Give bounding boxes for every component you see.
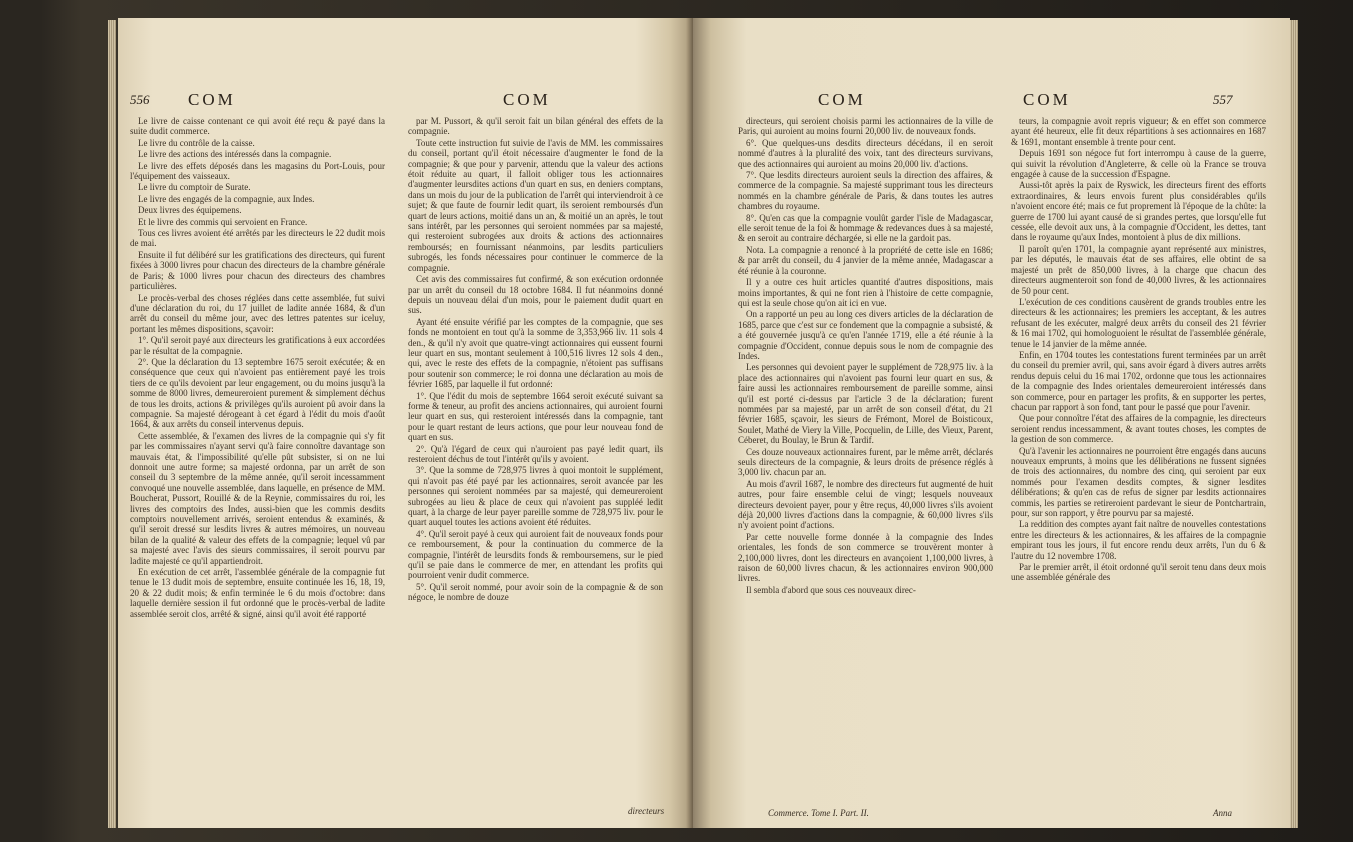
page-edges-left: [108, 20, 116, 828]
paragraph: Cet avis des commissaires fut confirmé, & son exécution ordonnée par un arrêt du conseil du 18 octobre 1684. Il fut néanmoins donné depuis un nouveau délai d'un mois, pour le paiement dudit quart en sus.: [408, 274, 663, 316]
paragraph: Et le livre des commis qui servoient en France.: [138, 216, 308, 227]
paragraph: 8°. Qu'en cas que la compagnie voulût garder l'isle de Madagascar, elle seroit tenue de la foi & hommage & redevances dues à sa majesté, & en seroit au contraire déchargée, si elle ne la gardoit pas.: [738, 212, 993, 244]
catchword-right: Anna: [1213, 808, 1232, 818]
paragraph: Deux livres des équipemens.: [138, 205, 242, 216]
paragraph: Le livre de caisse contenant ce qui avoit été reçu & payé dans la suite dudit commerce.: [130, 116, 385, 137]
paragraph: 7°. Que lesdits directeurs auroient seuls la direction des affaires, & commerce de la compagnie. Sa majesté supprimant tous les directeurs nommés en la chambre générale de Paris, & dans toutes les autres chambres du royaume.: [738, 170, 993, 212]
paragraph: On a rapporté un peu au long ces divers articles de la déclaration de 1685, parce que c'est sur ce fondement que la compagnie a subsisté, & a été gouvernée jusqu'à ce qu'en l'année 1719, elle a été réunie à la compagnie d'Occident, connue depuis sous le nom de compagnie des Indes.: [738, 309, 993, 361]
paragraph: teurs, la compagnie avoit repris vigueur; & en effet son commerce ayant été heureux, elle fit deux répartitions à ses actionnaires en 1687 & 1691, montant ensemble à trente pour cent.: [1011, 116, 1266, 147]
paragraph: Tous ces livres avoient été arrêtés par les directeurs le 22 dudit mois de mai.: [130, 228, 385, 249]
left-page-column-2: [408, 116, 663, 604]
catchword-left: directeurs: [628, 806, 665, 816]
paragraph: Au mois d'avril 1687, le nombre des directeurs fut augmenté de huit autres, pour faire ensemble celui de vingt; lesquels nouveaux directeurs devoient payer, pour y être reçus, 40,000 livres s'ils avoient déjà 20,000 livres d'actions dans la compagnie, & 60,000 livres s'ils n'y avoient point d'actions.: [738, 478, 993, 531]
right-page-column-1: [738, 116, 993, 596]
paragraph: Il y a outre ces huit articles quantité d'autres dispositions, mais moins importantes, & qui ne font rien à l'histoire de cette compagnie, qui est la seule chose qu'on ait ici en vue.: [738, 277, 993, 308]
paragraph: Le livre du contrôle de la caisse.: [138, 137, 255, 148]
paragraph: Ces douze nouveaux actionnaires furent, par le même arrêt, déclarés seuls directeurs de la compagnie, & leurs droits de présence réglés à 3,000 liv. chacun par an.: [738, 446, 993, 478]
paragraph: 2°. Qu'à l'égard de ceux qui n'auroient pas payé ledit quart, ils resteroient déchus de tout l'intérêt qu'ils y avoient.: [408, 443, 663, 464]
paragraph: Cette assemblée, & l'examen des livres de la compagnie qui s'y fit par les commissaires n'ayant servi qu'à faire connoître davantage son mauvais état, & l'impossibilité qu'elle pût subsister, si on ne lui donnoit une autre forme; sa majesté ordonna, par un arrêt de son conseil du 3 septembre de la même année, qu'il seroit incessamment convoqué une nouvelle assemblée, dans laquelle, en présence de MM. Boucherat, Pussort, Rouillé & de la Reynie, commissaires du roi, les livres des comptoirs des Indes, aussi-bien que les commis desdits comptoirs nouvellement arrivés, seroient entendus & examinés, & qu'il seroit dressé sur lesdits livres & autres mémoires, un nouveau bilan de la qualité & valeur des effets de la compagnie; lequel vû par sa majesté avec l'avis des sieurs commissaires, il seroit pourvu par ladite majesté ce qu'il appartiendroit.: [130, 430, 385, 566]
paragraph: Le livre des actions des intéressés dans la compagnie.: [138, 149, 332, 160]
paragraph: Par le premier arrêt, il étoit ordonné qu'il seroit tenu dans deux mois une assemblée générale des: [1011, 562, 1266, 583]
running-head-left-2: COM: [503, 90, 551, 109]
paragraph: Depuis 1691 son négoce fut fort interrompu à cause de la guerre, qui suivit la révolution d'Angleterre, & celle où la France se trouva engagée à cause de la succession d'Espagne.: [1011, 148, 1266, 180]
signature-mark: Commerce. Tome I. Part. II.: [768, 808, 869, 818]
paragraph: Aussi-tôt après la paix de Ryswick, les directeurs firent des efforts extraordinaires, & leurs envois furent plus considérables qu'ils n'avoient encore été; mais ce fut proprement là l'époque de la chûte: la guerre de 1700 lui ayant causé de si grandes pertes, que lorsqu'elle fut cessée, elle devoit aux uns, à la compagnie d'Occident, les dettes, tant dans le royaume qu'aux Indes, montoient à plus de dix millions.: [1011, 180, 1266, 243]
page-number-right: 557: [1213, 92, 1233, 107]
paragraph: Il sembla d'abord que sous ces nouveaux direc-: [746, 584, 916, 595]
left-page: [118, 18, 693, 828]
running-head-left-1: COM: [188, 90, 236, 109]
paragraph: 3°. Que la somme de 728,975 livres à quoi montoit le supplément, qui n'avoit pas été payé par les actionnaires, seroit avancée par les personnes qui seroient nommées par sa majesté, qui demeureroient subrogées au lieu & place de ceux qui n'avoient pas suppléé ledit quart, à la charge de leur payer pareille somme de 728,975 liv. pour le quart auquel toutes les actions avoient été réduites.: [408, 465, 663, 528]
paragraph: Le livre du comptoir de Surate.: [138, 182, 251, 193]
paragraph: 6°. Que quelques-uns desdits directeurs décédans, il en seroit nommé d'autres à la pluralité des voix, tant des directeurs survivans, que des actionnaires qui auroient au moins 20,000 liv. d'actions.: [738, 137, 993, 169]
paragraph: L'exécution de ces conditions causèrent de grands troubles entre les directeurs & les actionnaires; les premiers les acceptant, & les autres refusant de les exécuter, malgré deux arrêts du conseil des 21 février & 16 mai 1702, qui homologuoient le résultat de l'assemblée générale, tenue le 14 janvier de la même année.: [1011, 296, 1266, 349]
running-head-right-2: COM: [1023, 90, 1071, 109]
paragraph: Le procès-verbal des choses réglées dans cette assemblée, fut suivi d'une déclaration du roi, du 17 juillet de ladite année 1684, & d'un arrêt du conseil du même jour, avec des lettres patentes sur iceluy, portant les mêmes dispositions, sçavoir:: [130, 292, 385, 334]
right-page-column-2: [1011, 116, 1266, 584]
paragraph: Nota. La compagnie a renoncé à la propriété de cette isle en 1686; & par arrêt du conseil, du 4 janvier de la même année, Madagascar a été réunie à la couronne.: [738, 244, 993, 276]
paragraph: 1°. Qu'il seroit payé aux directeurs les gratifications à eux accordées par le résultat de la compagnie.: [130, 335, 385, 356]
page-number-left: 556: [130, 92, 150, 107]
paragraph: En exécution de cet arrêt, l'assemblée générale de la compagnie fut tenue le 13 dudit mois de septembre, ensuite continuée les 16, 18, 19, 20 & 22 dudit mois; & enfin terminée le 6 du mois d'octobre: dans laquelle dernière session il fut ordonné que le procès-verbal de ladite assemblée seroit clos, arrêté & signé, ainsi qu'il avoit été rapporté: [130, 567, 385, 619]
paragraph: directeurs, qui seroient choisis parmi les actionnaires de la ville de Paris, qui auroient au moins fourni 20,000 liv. de nouveaux fonds.: [738, 116, 993, 137]
paragraph: 5°. Qu'il seroit nommé, pour avoir soin de la compagnie & de son négoce, le nombre de douze: [408, 581, 663, 603]
running-head-right-1: COM: [818, 90, 866, 109]
paragraph: Ensuite il fut délibéré sur les gratifications des directeurs, qui furent fixées à 3000 livres pour chacun des directeurs de la chambre générale de Paris; & 1000 livres pour chacun des directeurs des chambres particulières.: [130, 249, 385, 292]
paragraph: Toute cette instruction fut suivie de l'avis de MM. les commissaires du conseil, portant qu'il étoit nécessaire d'augmenter le fond de la compagnie; & que pour y parvenir, attendu que la valeur des actions étoit réduite au quart, il falloit obliger tous les actionnaires d'augmenter leursdites actions d'un quart en sus, en deniers comptans, dans un mois du jour de la publication de l'arrêt qui interviendroit à ce sujet; & que faute de fournir ledit quart, ils seroient remboursés d'un quart de leurs actions, moitié dans un an, & moitié un an après, le tout sans intérêt, par les personnes qui seroient nommées par sa majesté, qui resteroient subrogées aux droits & actions des actionnaires remboursés; en fournissant néanmoins, par lesdits particuliers subrogés, les fonds nécessaires pour continuer le commerce de la compagnie.: [408, 137, 663, 273]
paragraph: Le livre des effets déposés dans les magasins du Port-Louis, pour l'équipement des vaisseaux.: [130, 160, 385, 182]
paragraph: 4°. Qu'il seroit payé à ceux qui auroient fait de nouveaux fonds pour ce remboursement, & pour la continuation du commerce de la compagnie, l'intérêt de leursdits fonds & remboursemens, sur le pied qu'il se paie dans le commerce de mer, en attendant les profits qui pourroient venir dudit commerce.: [408, 528, 663, 581]
paragraph: Les personnes qui devoient payer le supplément de 728,975 liv. à la place des actionnaires qui n'avoient pas fourni leur quart en sus, & faire aussi les actionnaires remboursement de pareille somme, ainsi qu'il est porté ci-dessus par l'article 3 de la déclaration; furent nommées par sa majesté, par un arrêt de son conseil d'état, du 21 février 1685, sçavoir, les sieurs de Frémont, Morel de Boisticoux, Soulet, Mathé de Viery la Ville, Pocquelin, de Lille, des Vieux, Parent, Céberet, du Boulay, le Brun & Tardif.: [738, 362, 993, 446]
left-page-column-1: [130, 116, 385, 620]
paragraph: La reddition des comptes ayant fait naître de nouvelles contestations entre les directeurs & les actionnaires, & les affaires de la compagnie empirant tous les jours, il fut encore rendu deux arrêts, l'un du 6 & l'autre du 12 novembre 1708.: [1011, 519, 1266, 561]
paragraph: Enfin, en 1704 toutes les contestations furent terminées par un arrêt du conseil du premier avril, qui, sans avoir égard à divers autres arrêts rendus depuis celui du 16 mai 1702, ordonne que tous les actionnaires de la compagnie des Indes orientales demeureroient intéressés dans son commerce, pour en partager les profits, & en supporter les pertes, chacun par rapport à son fond, tant pour le passé que pour l'avenir.: [1011, 349, 1266, 412]
paragraph: 2°. Que la déclaration du 13 septembre 1675 seroit exécutée; & en conséquence que ceux qui n'avoient pas entièrement payé les trois tiers de ce qu'ils devoient par leur engagement, ou du moins jusqu'à la somme de 8000 livres, demeureroient purement & simplement déchus de tous les droits, actions & privilèges qu'ils auroient pû avoir dans la compagnie. Sa majesté dérogeant à cet égard à l'édit du mois d'août 1664, & aux arrêts du conseil intervenus depuis.: [130, 356, 385, 430]
page-edges-right: [1290, 20, 1298, 828]
paragraph: Qu'à l'avenir les actionnaires ne pourroient être engagés dans aucuns nouveaux emprunts, à moins que les délibérations ne fussent signées de trois des actionnaires, du nombre des cinq, qui seroient par eux nommés pour l'examen desdits comptes, & signer lesdites délibérations; & qu'en cas de refus de signer par lesdits actionnaires commis, les parties se retireroient pardevant le sieur de Pontchartrain, pour, sur son rapport, y être pourvu par sa majesté.: [1011, 445, 1266, 519]
right-page: [693, 18, 1290, 828]
paragraph: Que pour connoître l'état des affaires de la compagnie, les directeurs seroient rendus incessamment, & avant toutes choses, les comptes de la gestion de son commerce.: [1011, 413, 1266, 445]
paragraph: 1°. Que l'édit du mois de septembre 1664 seroit exécuté suivant sa forme & teneur, au profit des anciens actionnaires, qui auroient fourni leur quart en sus, qui resteroient intéressés dans la compagnie, tant pour le quart restant de leurs actions, que pour leur nouveau fond de quart en sus.: [408, 390, 663, 443]
paragraph: par M. Pussort, & qu'il seroit fait un bilan général des effets de la compagnie.: [408, 116, 663, 137]
paragraph: Il paroît qu'en 1701, la compagnie ayant représenté aux ministres, par les députés, le mauvais état de ses affaires, elle obtint de sa majesté un prêt de 850,000 livres, à la charge que chacun des directeurs augmenteroit son fond de 40,000 livres, & les actionnaires de 50 pour cent.: [1011, 243, 1266, 296]
paragraph: Le livre des engagés de la compagnie, aux Indes.: [138, 193, 315, 204]
paragraph: Par cette nouvelle forme donnée à la compagnie des Indes orientales, les fonds de son commerce se trouvèrent monter à 2,100,000 livres, dont les directeurs en avançoient 1,100,000 livres, à raison de 60,000 livres chacun, & les actionnaires environ 900,000 livres.: [738, 531, 993, 584]
paragraph: Ayant été ensuite vérifié par les comptes de la compagnie, que ses fonds ne montoient en tout qu'à la somme de 3,353,966 liv. 11 sols 4 den., & qu'il n'y avoit que quatre-vingt actionnaires qui eussent fourni leur quart en sus, montant seulement à 100,516 livres 12 sols 4 den., qui, avec le reste des effets de la compagnie, n'étoient pas suffisans pour soutenir son commerce; le roi donna une déclaration au mois de février 1685, par laquelle il fut ordonné:: [408, 316, 663, 390]
